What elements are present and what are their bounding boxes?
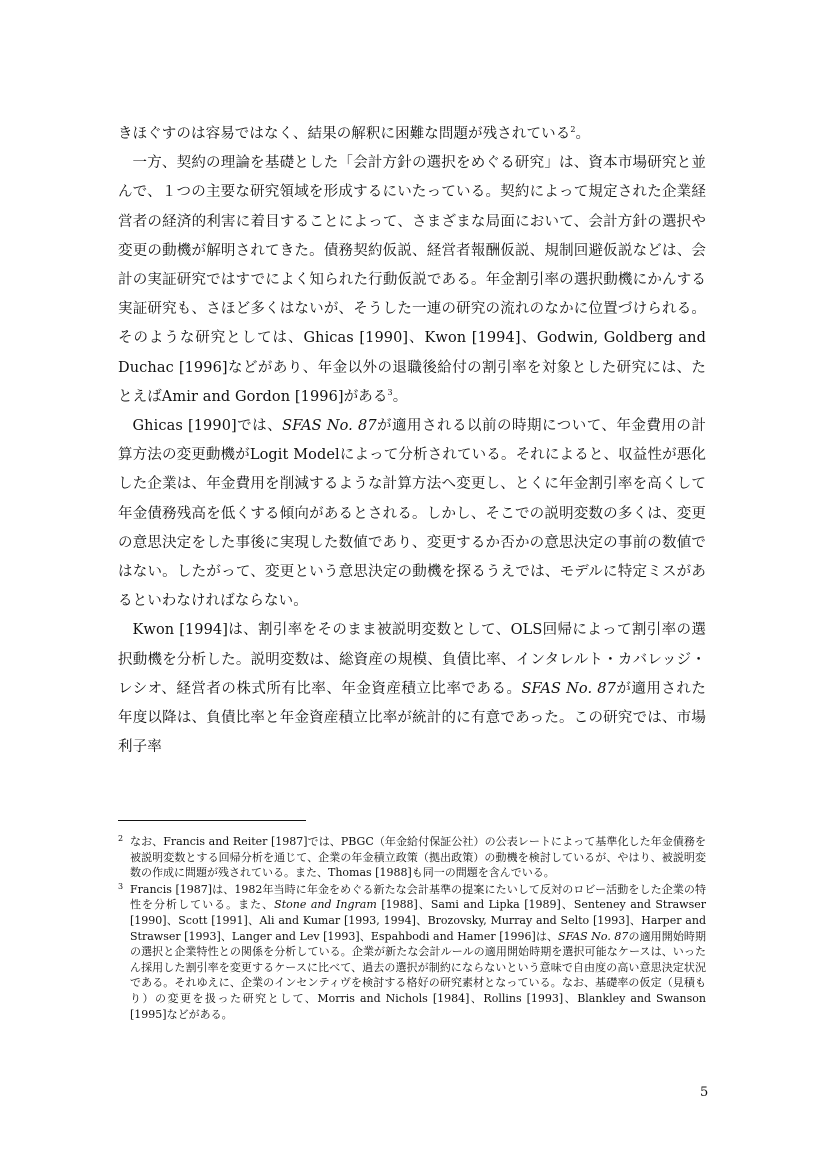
paragraph-1-tail: 。: [575, 126, 591, 142]
footnote-3-text-c: [1988]、Sami and Lipka [1989]、Senteney and Strawser [1990]、Scott [1991]、Ali and Kumar [1993, 1994]、Brozovsky, Murray and Selto [1993]、Harper and Strawser [1993]、Langer and Lev [1993]、Espahbodi and Hamer [1996]は、: [130, 898, 706, 943]
paragraph-4-text-c: が適用された年度以降は、負債比率と年金資産積立比率が統計的に有意であった。この研究では、市場利子率: [118, 680, 706, 756]
paragraph-2: [118, 149, 706, 412]
body-text: [118, 120, 706, 762]
citation-italic: Stone and Ingram: [274, 898, 377, 912]
footnote-2-text: なお、Francis and Reiter [1987]では、PBGC（年金給付保証公社）の公表レートによって基準化した年金債務を被説明変数とする回帰分析を通じて、企業の年金積立政策（拠出政策）の動機を検討しているが、やはり、被説明変数の作成に問題が残されている。また、Thomas [1988]も同一の問題を含んでいる。: [130, 835, 706, 880]
paragraph-3: [118, 412, 706, 616]
footnote-mark: 3: [118, 881, 124, 891]
footnote-ref-3: 3: [387, 388, 393, 397]
footnote-3-text-e: の適用開始時期の選択と企業特性との関係を分析している。企業が新たな会計ルールの適用開始時期を選択可能なケースは、いったん採用した割引率を変更するケースに比べて、過去の選択が制約にならないという意味で自由度の高い意思決定状況である。それゆえに、企業のインセンティヴを検討する格好の研究素材となっている。なお、基礎率の仮定（見積もり）の変更を扱った研究として、Morris and Nichols [1984]、Rollins [1993]、Blankley and Swanson [1995]などがある。: [130, 929, 707, 1021]
paragraph-1-text: きほぐすのは容易ではなく、結果の解釈に困難な問題が残されている: [118, 126, 571, 142]
standard-name: SFAS No. 87: [558, 929, 629, 943]
paragraph-2-text: 一方、契約の理論を基礎とした「会計方針の選択をめぐる研究」は、資本市場研究と並んで、１つの主要な研究領域を形成するにいたっている。契約によって規定された企業経営者の経済的利害に着目することによって、さまざまな局面において、会計方針の選択や変更の動機が解明されてきた。債務契約仮説、経営者報酬仮説、規制回避仮説などは、会計の実証研究ではすでによく知られた行動仮説である。年金割引率の選択動機にかんする実証研究も、さほど多くはないが、そうした一連の研究の流れのなかに位置づけられる。そのような研究としては、Ghicas [1990]、Kwon [1994]、Godwin, Goldberg and Duchac [1996]などがあり、年金以外の退職後給付の割引率を対象とした研究には、たとえばAmir and Gordon [1996]がある: [118, 155, 706, 405]
footnote-2: [118, 834, 706, 881]
page-number: 5: [700, 1085, 709, 1100]
footnotes: [118, 834, 706, 1023]
footnote-3: [118, 882, 706, 1022]
footnote-mark: 2: [118, 834, 124, 843]
paragraph-3-text-c: が適用される以前の時期について、年金費用の計算方法の変更動機がLogit Modelによって分析されている。それによると、収益性が悪化した企業は、年金費用を削減するような計算方法へ変更し、とくに年金割引率を高くして年金債務残高を低くする傾向があるとされる。しかし、そこでの説明変数の多くは、変更の意思決定をした事後に実現した数値であり、変更するか否かの意思決定の事前の数値ではない。したがって、変更という意思決定の動機を探るうえでは、モデルに特定ミスがあるといわなければならない。: [118, 418, 706, 610]
footnote-ref-2: 2: [570, 125, 576, 135]
footnote-divider: [118, 820, 306, 821]
paragraph-1: [118, 120, 706, 149]
standard-name: SFAS No. 87: [282, 418, 377, 435]
footnote-3-text-a: Francis [1987]は、1982年当時に年金をめぐる新たな会計基準の提案にたいして反対のロビー活動をした企業の特性を分析している。また、: [130, 882, 706, 912]
paragraph-4-text-a: Kwon [1994]は、割引率をそのまま被説明変数として、OLS回帰によって割引率の選択動機を分析した。説明変数は、総資産の規模、負債比率、インタレルト・カバレッジ・レシオ、経営者の株式所有比率、年金資産積立比率である。: [118, 622, 706, 697]
paragraph-4: [118, 616, 706, 762]
paragraph-2-tail: 。: [392, 388, 408, 405]
standard-name: SFAS No. 87: [521, 680, 616, 697]
paragraph-3-text-a: Ghicas [1990]では、: [132, 418, 283, 435]
